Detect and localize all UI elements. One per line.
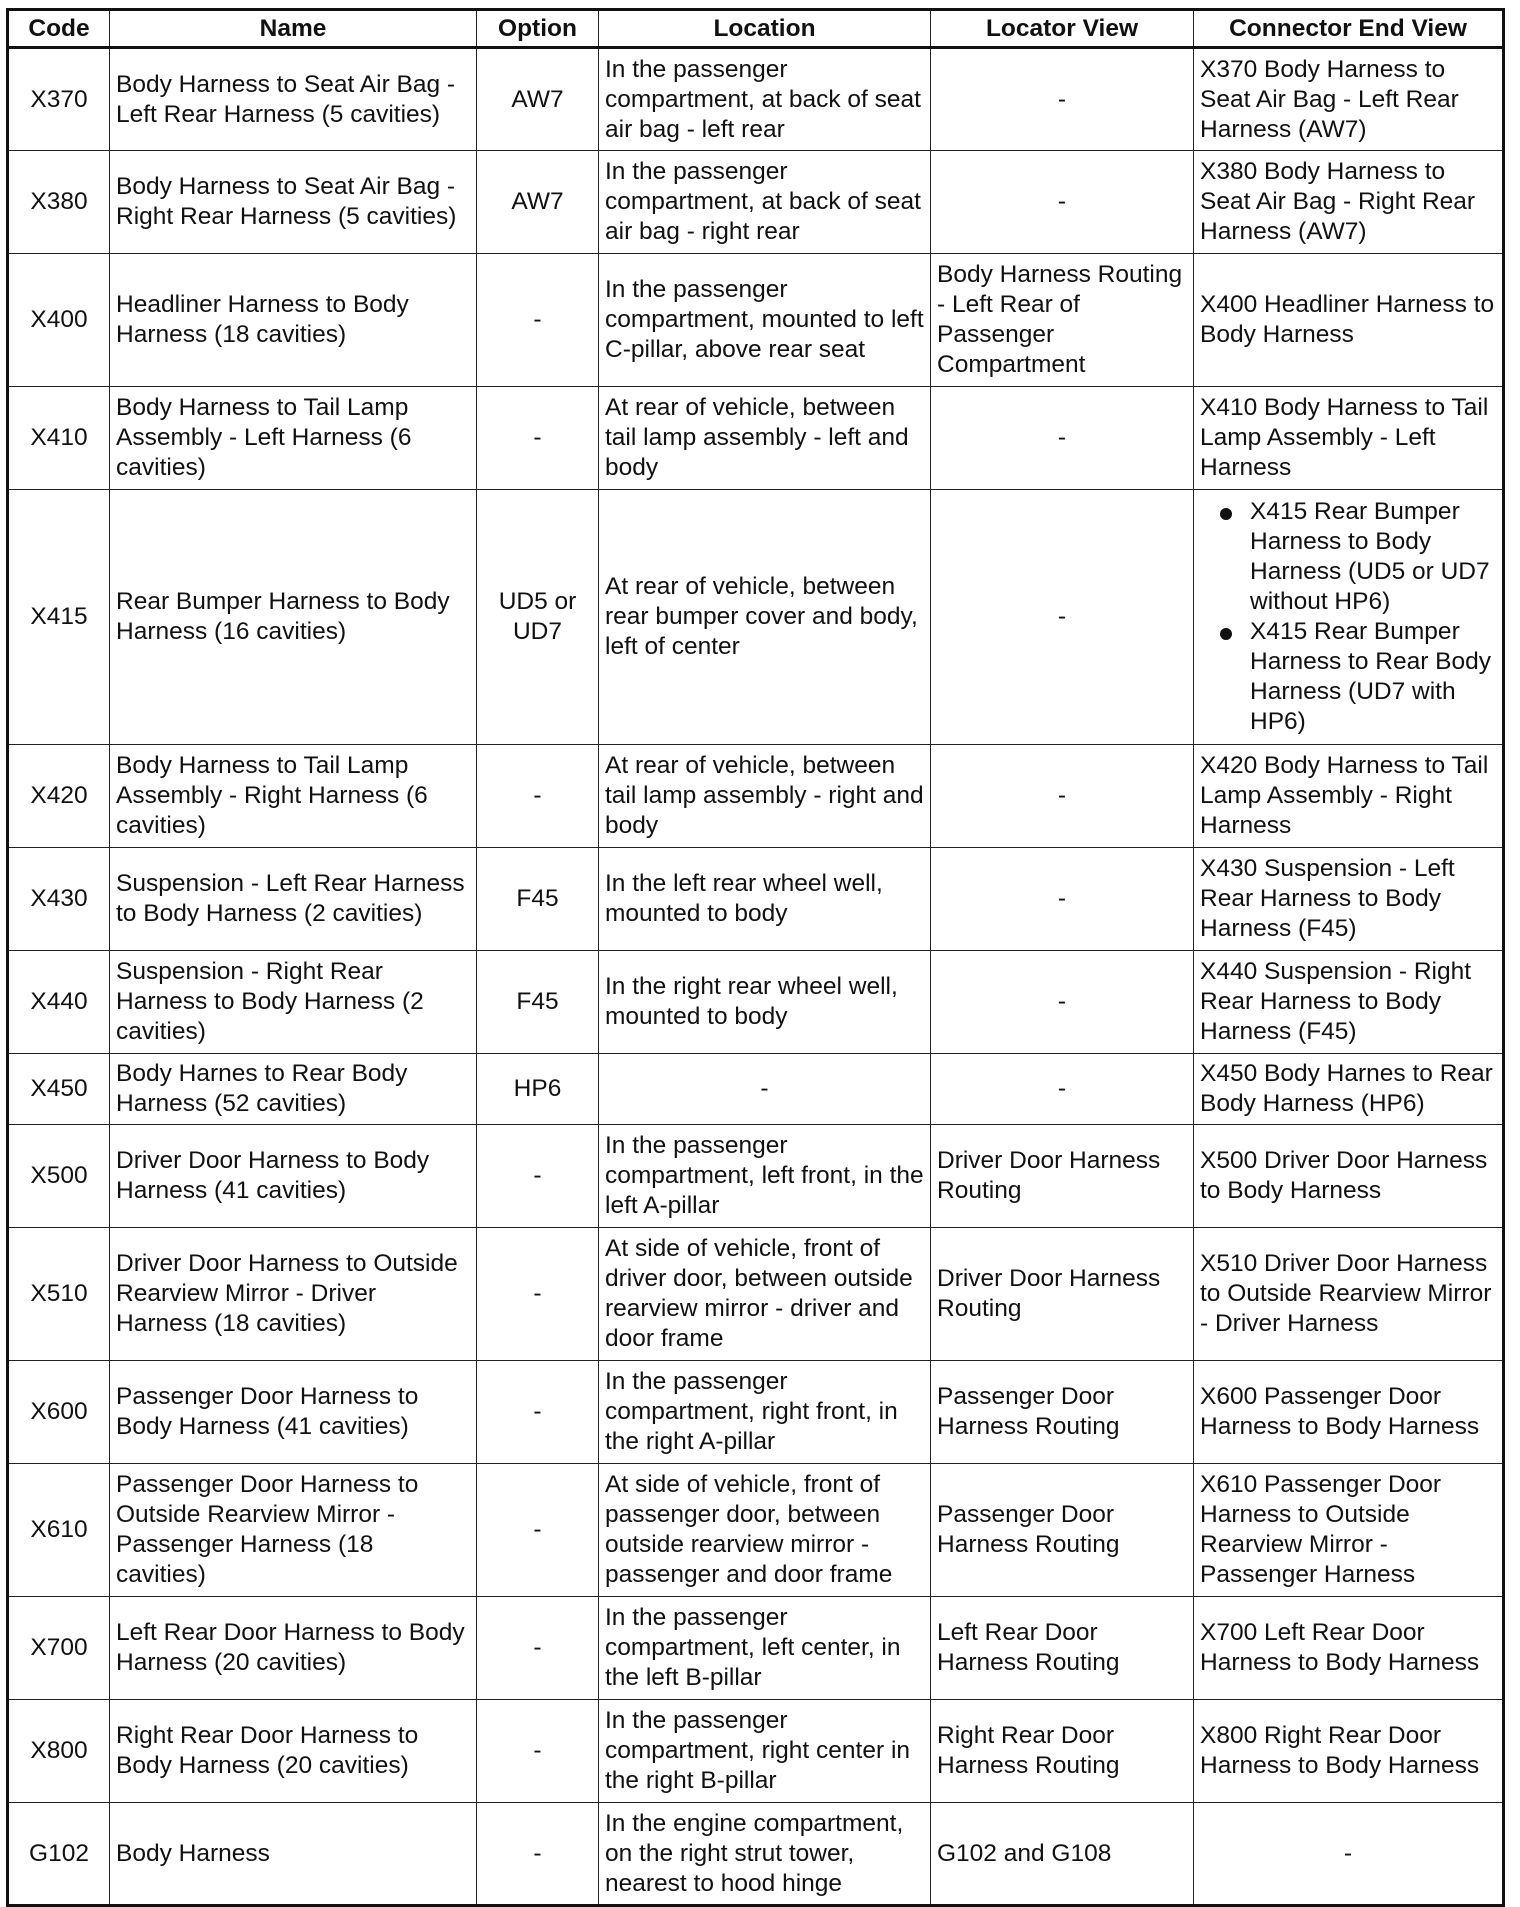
table-row	[8, 1125, 1504, 1228]
cell-option: -	[477, 1125, 599, 1228]
table-row	[8, 1803, 1504, 1906]
cell-code: X430	[8, 848, 110, 951]
cell-code: X420	[8, 745, 110, 848]
cell-location: In the passenger compartment, left center, in the left B-pillar	[599, 1597, 931, 1700]
cell-option: -	[477, 745, 599, 848]
cell-code: X600	[8, 1361, 110, 1464]
cell-name: Right Rear Door Harness to Body Harness (20 cavities)	[110, 1700, 477, 1803]
cell-code: X450	[8, 1054, 110, 1125]
cell-locator-view: Passenger Door Harness Routing	[931, 1361, 1194, 1464]
cell-name: Passenger Door Harness to Outside Rearview Mirror - Passenger Harness (18 cavities)	[110, 1464, 477, 1597]
header-locator-view: Locator View	[931, 10, 1194, 48]
cell-name: Driver Door Harness to Outside Rearview Mirror - Driver Harness (18 cavities)	[110, 1228, 477, 1361]
cell-locator-view: Passenger Door Harness Routing	[931, 1464, 1194, 1597]
cell-locator-view: -	[931, 490, 1194, 745]
header-location: Location	[599, 10, 931, 48]
table-row	[8, 1054, 1504, 1125]
cell-option: -	[477, 1228, 599, 1361]
cell-location: At rear of vehicle, between rear bumper cover and body, left of center	[599, 490, 931, 745]
cell-location: In the passenger compartment, at back of seat air bag - right rear	[599, 151, 931, 254]
cell-locator-view: -	[931, 848, 1194, 951]
cell-connector-end-view: X700 Left Rear Door Harness to Body Harness	[1194, 1597, 1504, 1700]
cell-locator-view: Driver Door Harness Routing	[931, 1228, 1194, 1361]
table-row	[8, 951, 1504, 1054]
connector-table	[6, 8, 1505, 1907]
cell-option: -	[477, 1700, 599, 1803]
table-row	[8, 1700, 1504, 1803]
cell-code: X400	[8, 254, 110, 387]
cell-location: At side of vehicle, front of passenger door, between outside rearview mirror - passenger and door frame	[599, 1464, 931, 1597]
cell-option: AW7	[477, 48, 599, 151]
table-row	[8, 1228, 1504, 1361]
cell-code: X410	[8, 387, 110, 490]
cell-connector-end-view: X450 Body Harnes to Rear Body Harness (HP6)	[1194, 1054, 1504, 1125]
cell-connector-end-view: X420 Body Harness to Tail Lamp Assembly - Right Harness	[1194, 745, 1504, 848]
cell-location: At rear of vehicle, between tail lamp assembly - right and body	[599, 745, 931, 848]
cell-connector-end-view: X510 Driver Door Harness to Outside Rearview Mirror - Driver Harness	[1194, 1228, 1504, 1361]
cell-location: -	[599, 1054, 931, 1125]
cell-option: F45	[477, 848, 599, 951]
header-connector-end-view: Connector End View	[1194, 10, 1504, 48]
cell-locator-view: -	[931, 951, 1194, 1054]
cell-location: In the passenger compartment, left front, in the left A-pillar	[599, 1125, 931, 1228]
cell-locator-view: G102 and G108	[931, 1803, 1194, 1906]
table-row	[8, 745, 1504, 848]
header-row	[8, 10, 1504, 48]
cell-connector-end-view: X380 Body Harness to Seat Air Bag - Right Rear Harness (AW7)	[1194, 151, 1504, 254]
cell-option: -	[477, 1803, 599, 1906]
cell-location: In the left rear wheel well, mounted to body	[599, 848, 931, 951]
table-row	[8, 1464, 1504, 1597]
cell-code: X610	[8, 1464, 110, 1597]
header-code: Code	[8, 10, 110, 48]
cell-connector-end-view: X610 Passenger Door Harness to Outside Rearview Mirror - Passenger Harness	[1194, 1464, 1504, 1597]
cell-name: Headliner Harness to Body Harness (18 cavities)	[110, 254, 477, 387]
connector-table-wrapper	[6, 8, 1505, 1907]
cell-code: X440	[8, 951, 110, 1054]
cell-name: Suspension - Right Rear Harness to Body Harness (2 cavities)	[110, 951, 477, 1054]
cell-option: -	[477, 254, 599, 387]
cell-locator-view: -	[931, 387, 1194, 490]
cell-locator-view: Driver Door Harness Routing	[931, 1125, 1194, 1228]
cell-locator-view: Right Rear Door Harness Routing	[931, 1700, 1194, 1803]
cell-code: X415	[8, 490, 110, 745]
table-row	[8, 848, 1504, 951]
cell-option: UD5 or UD7	[477, 490, 599, 745]
cell-connector-end-view: X500 Driver Door Harness to Body Harness	[1194, 1125, 1504, 1228]
list-item: X415 Rear Bumper Harness to Body Harness (UD5 or UD7 without HP6)	[1200, 497, 1496, 617]
header-option: Option	[477, 10, 599, 48]
cell-locator-view: Body Harness Routing - Left Rear of Passenger Compartment	[931, 254, 1194, 387]
cell-code: X800	[8, 1700, 110, 1803]
cell-name: Body Harnes to Rear Body Harness (52 cavities)	[110, 1054, 477, 1125]
cell-name: Body Harness to Tail Lamp Assembly - Right Harness (6 cavities)	[110, 745, 477, 848]
cell-locator-view: -	[931, 745, 1194, 848]
cell-location: In the engine compartment, on the right strut tower, nearest to hood hinge	[599, 1803, 931, 1906]
header-name: Name	[110, 10, 477, 48]
table-row	[8, 1597, 1504, 1700]
table-row	[8, 1361, 1504, 1464]
cell-location: In the passenger compartment, right center in the right B-pillar	[599, 1700, 931, 1803]
cell-connector-end-view: X440 Suspension - Right Rear Harness to Body Harness (F45)	[1194, 951, 1504, 1054]
table-row	[8, 254, 1504, 387]
cell-connector-end-view: X600 Passenger Door Harness to Body Harness	[1194, 1361, 1504, 1464]
cell-name: Body Harness to Tail Lamp Assembly - Left Harness (6 cavities)	[110, 387, 477, 490]
cell-code: X500	[8, 1125, 110, 1228]
cell-location: At side of vehicle, front of driver door, between outside rearview mirror - driver and door frame	[599, 1228, 931, 1361]
cell-name: Body Harness to Seat Air Bag - Right Rear Harness (5 cavities)	[110, 151, 477, 254]
cell-name: Passenger Door Harness to Body Harness (41 cavities)	[110, 1361, 477, 1464]
cell-option: AW7	[477, 151, 599, 254]
cell-code: X380	[8, 151, 110, 254]
cell-connector-end-view	[1194, 490, 1504, 745]
cell-option: -	[477, 387, 599, 490]
cell-name: Body Harness to Seat Air Bag - Left Rear Harness (5 cavities)	[110, 48, 477, 151]
cell-connector-end-view: -	[1194, 1803, 1504, 1906]
list-item: X415 Rear Bumper Harness to Rear Body Harness (UD7 with HP6)	[1200, 617, 1496, 737]
table-row	[8, 48, 1504, 151]
cell-locator-view: -	[931, 1054, 1194, 1125]
cell-option: -	[477, 1464, 599, 1597]
cell-option: F45	[477, 951, 599, 1054]
table-row	[8, 151, 1504, 254]
cell-code: X700	[8, 1597, 110, 1700]
cell-connector-end-view: X370 Body Harness to Seat Air Bag - Left Rear Harness (AW7)	[1194, 48, 1504, 151]
cell-code: G102	[8, 1803, 110, 1906]
cell-location: In the passenger compartment, at back of seat air bag - left rear	[599, 48, 931, 151]
cell-connector-end-view: X410 Body Harness to Tail Lamp Assembly - Left Harness	[1194, 387, 1504, 490]
cell-code: X370	[8, 48, 110, 151]
table-row	[8, 490, 1504, 745]
cell-connector-end-view: X400 Headliner Harness to Body Harness	[1194, 254, 1504, 387]
cell-location: In the passenger compartment, mounted to left C-pillar, above rear seat	[599, 254, 931, 387]
cell-name: Driver Door Harness to Body Harness (41 cavities)	[110, 1125, 477, 1228]
cell-location: In the right rear wheel well, mounted to body	[599, 951, 931, 1054]
table-header	[8, 10, 1504, 48]
table-body	[8, 48, 1504, 1906]
cell-location: In the passenger compartment, right front, in the right A-pillar	[599, 1361, 931, 1464]
cell-option: -	[477, 1597, 599, 1700]
cell-name: Rear Bumper Harness to Body Harness (16 cavities)	[110, 490, 477, 745]
cell-name: Suspension - Left Rear Harness to Body Harness (2 cavities)	[110, 848, 477, 951]
cell-locator-view: -	[931, 151, 1194, 254]
cell-locator-view: Left Rear Door Harness Routing	[931, 1597, 1194, 1700]
cell-connector-end-view: X800 Right Rear Door Harness to Body Harness	[1194, 1700, 1504, 1803]
cell-location: At rear of vehicle, between tail lamp assembly - left and body	[599, 387, 931, 490]
cell-locator-view: -	[931, 48, 1194, 151]
cell-option: HP6	[477, 1054, 599, 1125]
connector-end-view-list	[1200, 497, 1496, 737]
cell-option: -	[477, 1361, 599, 1464]
cell-name: Body Harness	[110, 1803, 477, 1906]
table-row	[8, 387, 1504, 490]
cell-code: X510	[8, 1228, 110, 1361]
cell-name: Left Rear Door Harness to Body Harness (20 cavities)	[110, 1597, 477, 1700]
cell-connector-end-view: X430 Suspension - Left Rear Harness to Body Harness (F45)	[1194, 848, 1504, 951]
